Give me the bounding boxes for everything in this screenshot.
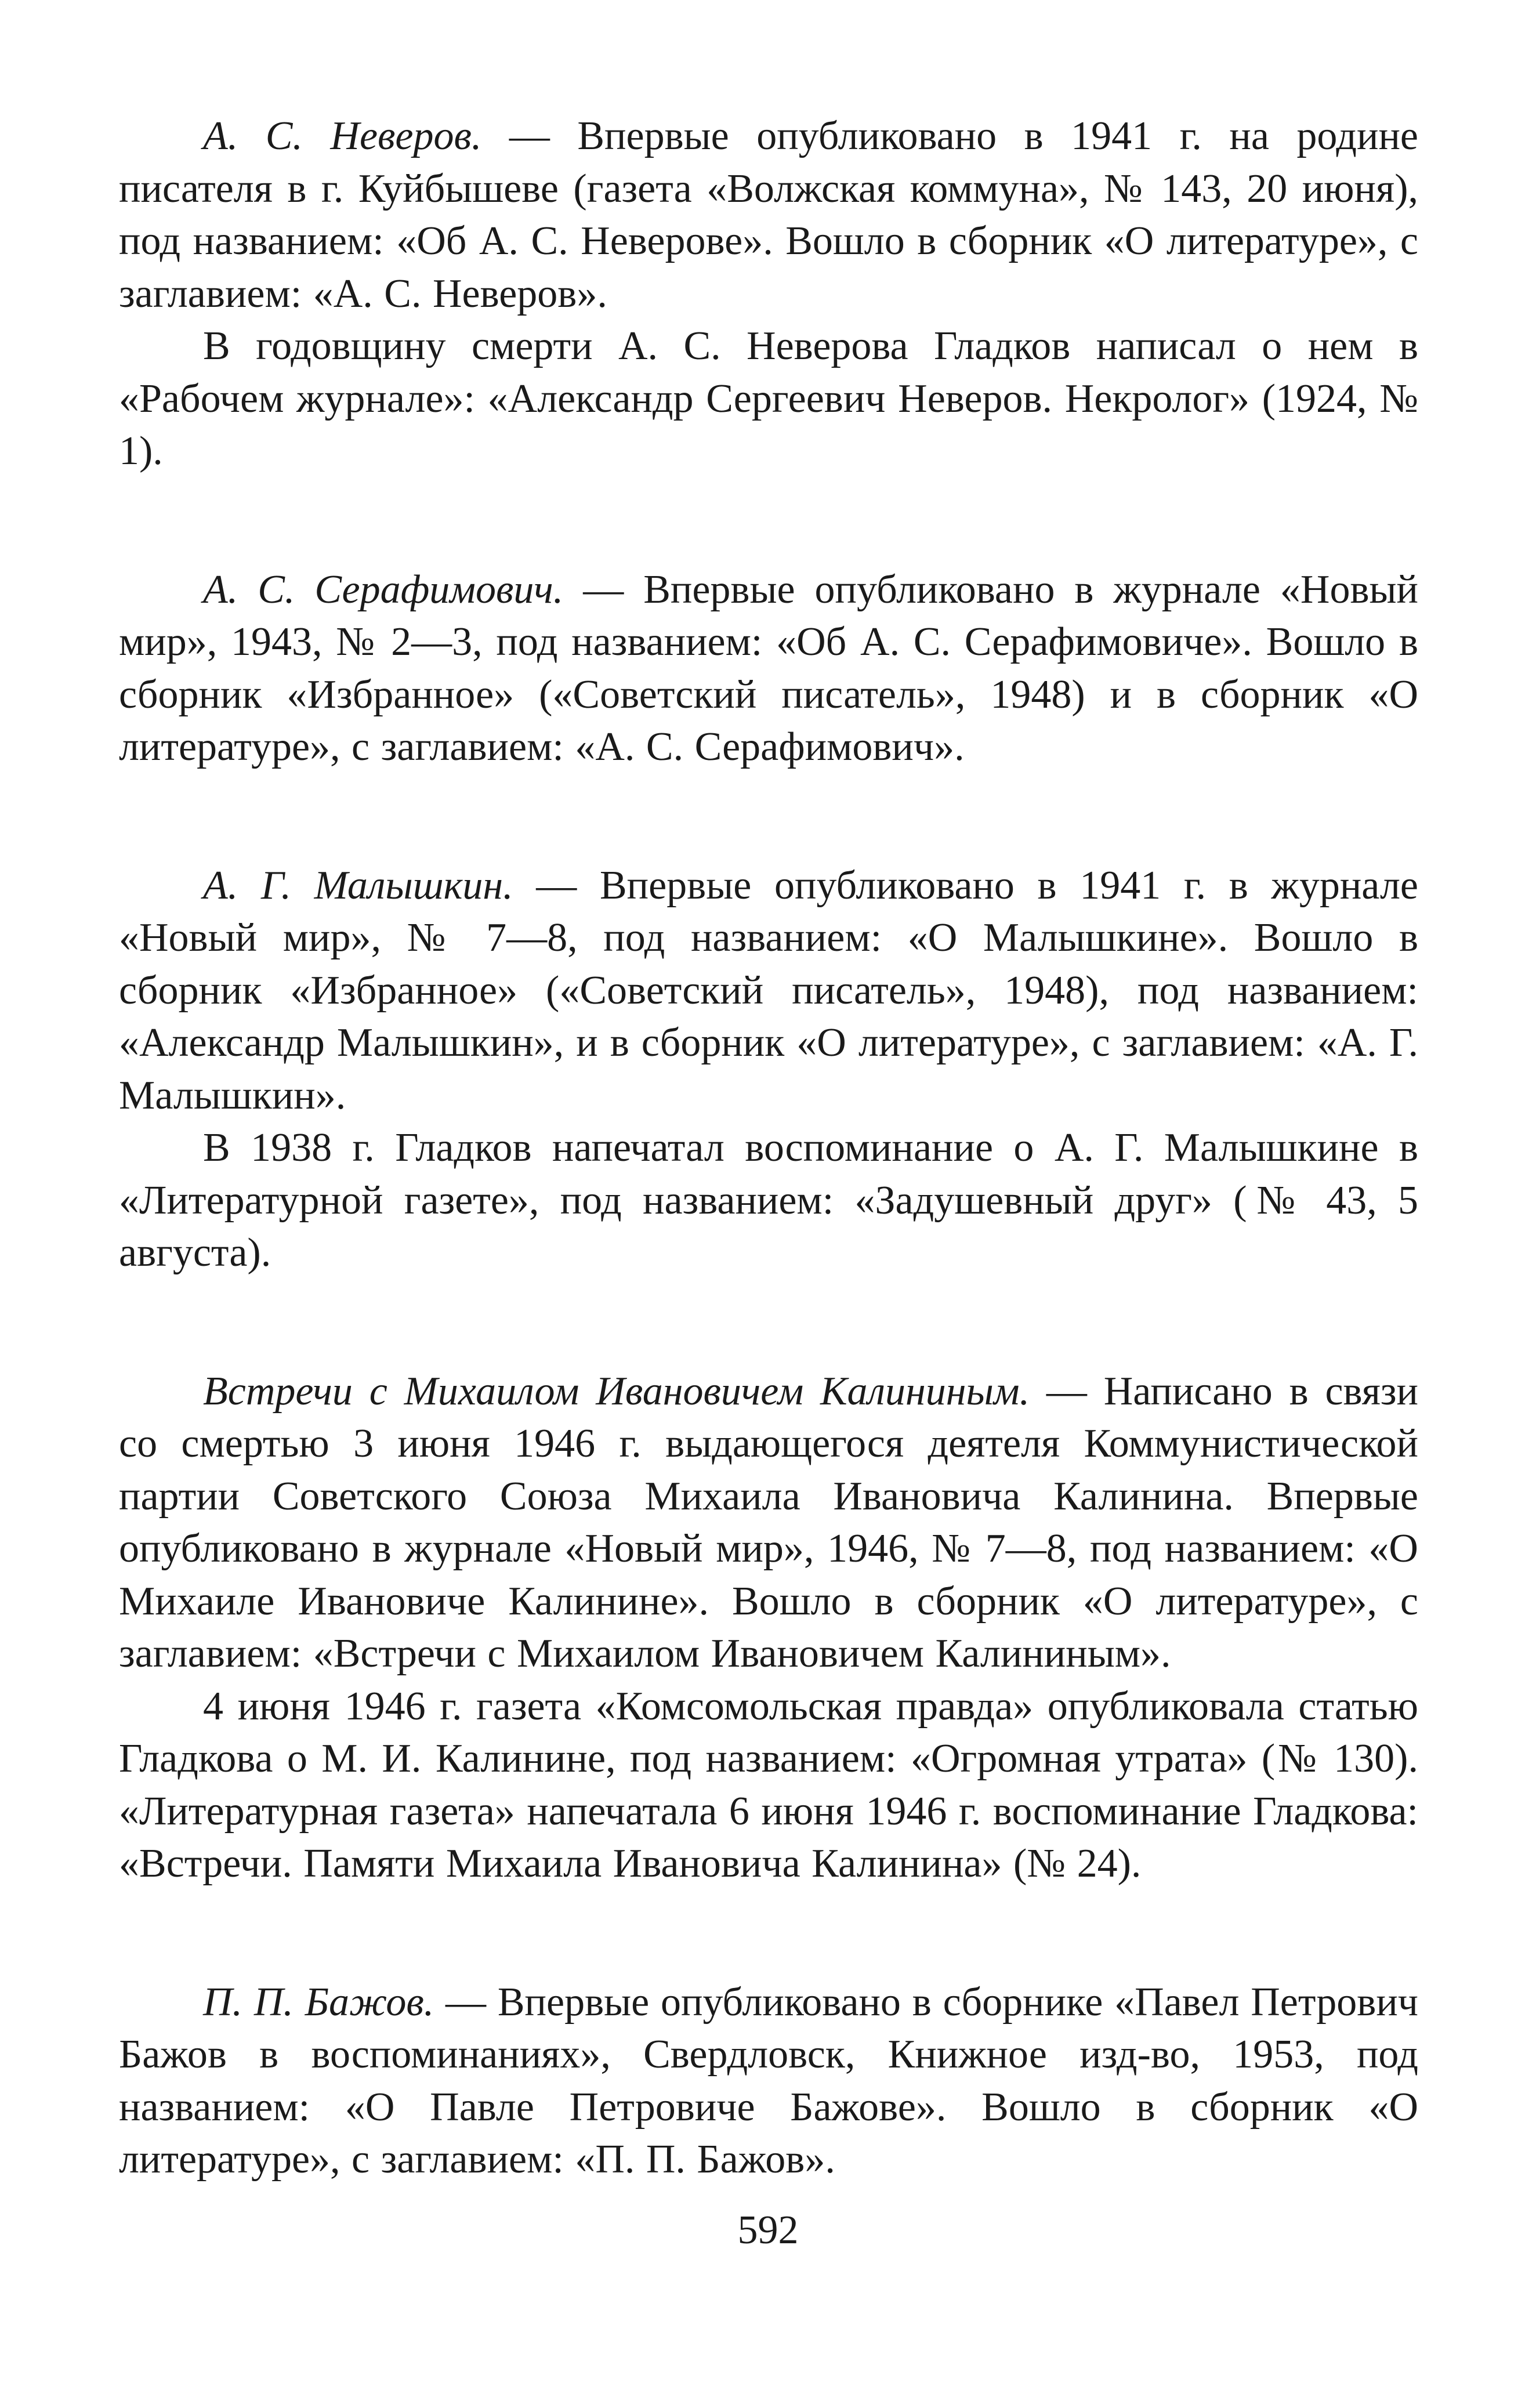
entry-heading: П. П. Бажов. [203, 1979, 434, 2025]
paragraph [119, 110, 1418, 320]
paragraph-text: Впервые опубликовано в сборнике «Павел Петрович Бажов в воспоминаниях», Свердловск, Книжное изд-во, 1953, под названием: «О Павле Петровиче Бажове». Вошло в сборник «О литературе», с заглавием: «П. П. Бажов». [119, 1979, 1419, 2182]
paragraph [119, 1366, 1418, 1681]
paragraph [119, 1976, 1418, 2186]
entry-heading: А. С. Серафимович. [203, 567, 564, 612]
entry-serafimovich [119, 564, 1418, 774]
paragraph-text: Написано в связи со смертью 3 июня 1946 г. выдающегося деятеля Коммунистической партии Советского Союза Михаила Ивановича Калинина. Впервые опубликовано в журнале «Новый мир», 1946, № 7—8, под названием: «О Михаиле Ивановиче Калинине». Вошло в сборник «О литературе», с заглавием: «Встречи с Михаилом Ивановичем Калининым». [119, 1368, 1418, 1676]
paragraph-text: Впервые опубликовано в 1941 г. в журнале «Новый мир», № 7—8, под названием: «О Малышкине». Вошло в сборник «Избранное» («Советский писатель», 1948), под названием: «Александр Малышкин», и в сборник «О литературе», с заглавием: «А. Г. Малышкин». [119, 863, 1418, 1118]
entry-kalinin [119, 1366, 1418, 1891]
entry-bazhov [119, 1976, 1418, 2186]
em-dash: — [513, 863, 600, 908]
entry-heading: Встречи с Михаилом Ивановичем Калининым. [203, 1368, 1030, 1414]
paragraph: В 1938 г. Гладков напечатал воспоминание о А. Г. Малышкине в «Литературной газете», под названием: «Задушевный друг» (№ 43, 5 августа). [119, 1125, 1418, 1275]
em-dash: — [1030, 1368, 1104, 1414]
entry-malyshkin [119, 860, 1418, 1280]
em-dash: — [563, 567, 644, 612]
em-dash: — [481, 114, 578, 158]
em-dash: — [434, 1979, 498, 2025]
paragraph [119, 564, 1418, 774]
entry-heading: А. Г. Малышкин. [203, 863, 513, 908]
paragraph-text: Впервые опубликовано в журнале «Новый мир», 1943, № 2—3, под названием: «Об А. С. Серафимовиче». Вошло в сборник «Избранное» («Советский писатель», 1948) и в сборник «О литературе», с заглавием: «А. С. Серафимович». [119, 567, 1419, 769]
text-column [119, 110, 1418, 2186]
paragraph: 4 июня 1946 г. газета «Комсомольская правда» опубликовала статью Гладкова о М. И. Калинине, под названием: «Огромная утрата» (№ 130). «Литературная газета» напечатала 6 июня 1946 г. воспоминание Гладкова: «Встречи. Памяти Михаила Ивановича Калинина» (№ 24). [119, 1683, 1418, 1886]
paragraph-text: Впервые опубликовано в 1941 г. на родине писателя в г. Куйбышеве (газета «Волжская коммуна», № 143, 20 июня), под названием: «Об А. С. Неверове». Вошло в сборник «О литературе», с заглавием: «А. С. Неверов». [119, 114, 1418, 316]
page-number: 592 [737, 2208, 799, 2253]
entry-neverov [119, 110, 1418, 478]
paragraph [119, 860, 1418, 1122]
entry-heading: А. С. Неверов. [203, 114, 482, 158]
paragraph: В годовщину смерти А. С. Неверова Гладков написал о нем в «Рабочем журнале»: «Александр Сергеевич Неверов. Некролог» (1924, № 1). [119, 324, 1418, 473]
